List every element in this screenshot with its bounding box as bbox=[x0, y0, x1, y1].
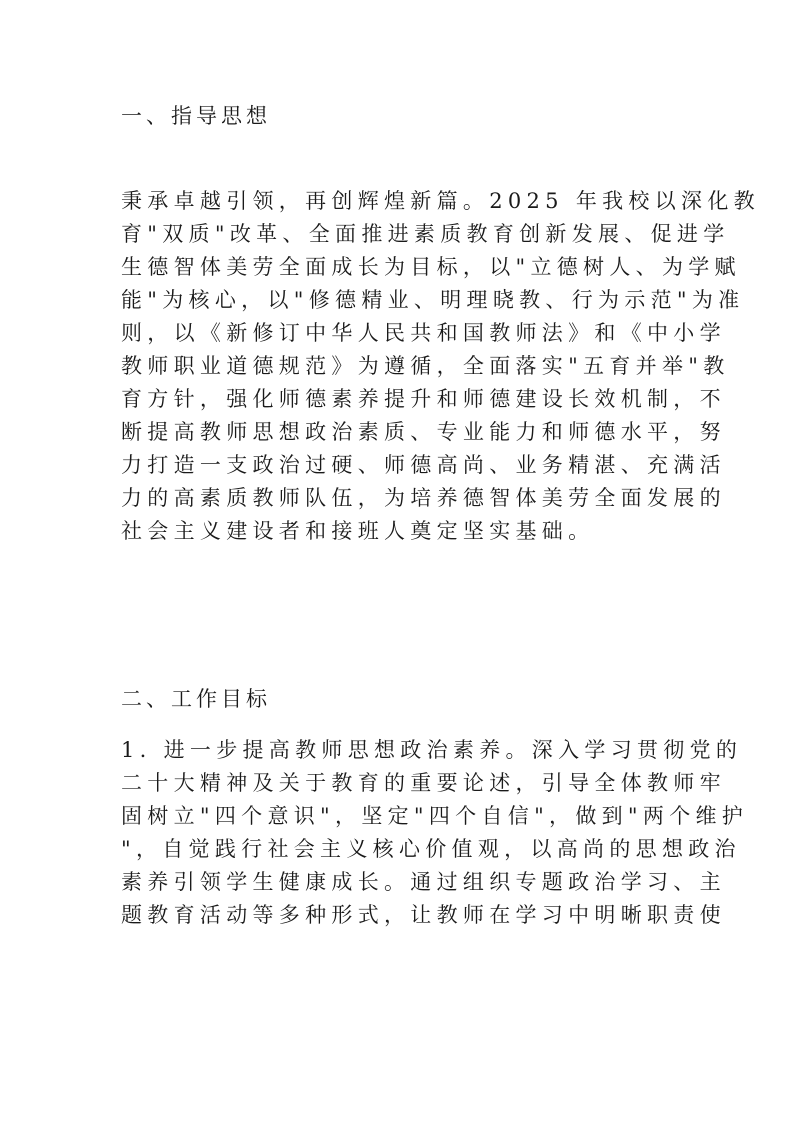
paragraph-line: 力的高素质教师队伍，为培养德智体美劳全面发展的 bbox=[121, 486, 726, 510]
paragraph-line: 力打造一支政治过硬、师德高尚、业务精湛、充满活 bbox=[121, 453, 726, 477]
paragraph-line: "，自觉践行社会主义核心价值观，以高尚的思想政治 bbox=[121, 837, 741, 861]
paragraph-line: 二十大精神及关于教育的重要论述，引导全体教师牢 bbox=[121, 771, 726, 795]
paragraph-line: 教师职业道德规范》为遵循，全面落实"五育并举"教 bbox=[121, 354, 730, 378]
section-heading-work-goals: 二、工作目标 bbox=[121, 687, 271, 711]
section-heading-guiding-ideology: 一、指导思想 bbox=[121, 104, 271, 128]
paragraph-line: 育方针，强化师德素养提升和师德建设长效机制，不 bbox=[121, 387, 726, 411]
paragraph-line: 1. 进一步提高教师思想政治素养。深入学习贯彻党的 bbox=[121, 738, 743, 762]
paragraph-line: 生德智体美劳全面成长为目标，以"立德树人、为学赋 bbox=[121, 255, 741, 279]
paragraph-line: 能"为核心，以"修德精业、明理晓教、行为示范"为准 bbox=[121, 288, 745, 312]
paragraph-line: 断提高教师思想政治素质、专业能力和师德水平，努 bbox=[121, 420, 726, 444]
paragraph-line: 素养引领学生健康成长。通过组织专题政治学习、主 bbox=[121, 870, 726, 894]
paragraph-line: 固树立"四个意识"，坚定"四个自信"，做到"两个维护 bbox=[121, 804, 749, 828]
paragraph-line: 社会主义建设者和接班人奠定坚实基础。 bbox=[121, 519, 595, 543]
paragraph-line: 育"双质"改革、全面推进素质教育创新发展、促进学 bbox=[121, 222, 730, 246]
paragraph-line: 题教育活动等多种形式，让教师在学习中明晰职责使 bbox=[121, 903, 726, 927]
paragraph-line: 则，以《新修订中华人民共和国教师法》和《中小学 bbox=[121, 321, 726, 345]
paragraph-line: 秉承卓越引领，再创辉煌新篇。2025 年我校以深化教 bbox=[121, 189, 760, 213]
